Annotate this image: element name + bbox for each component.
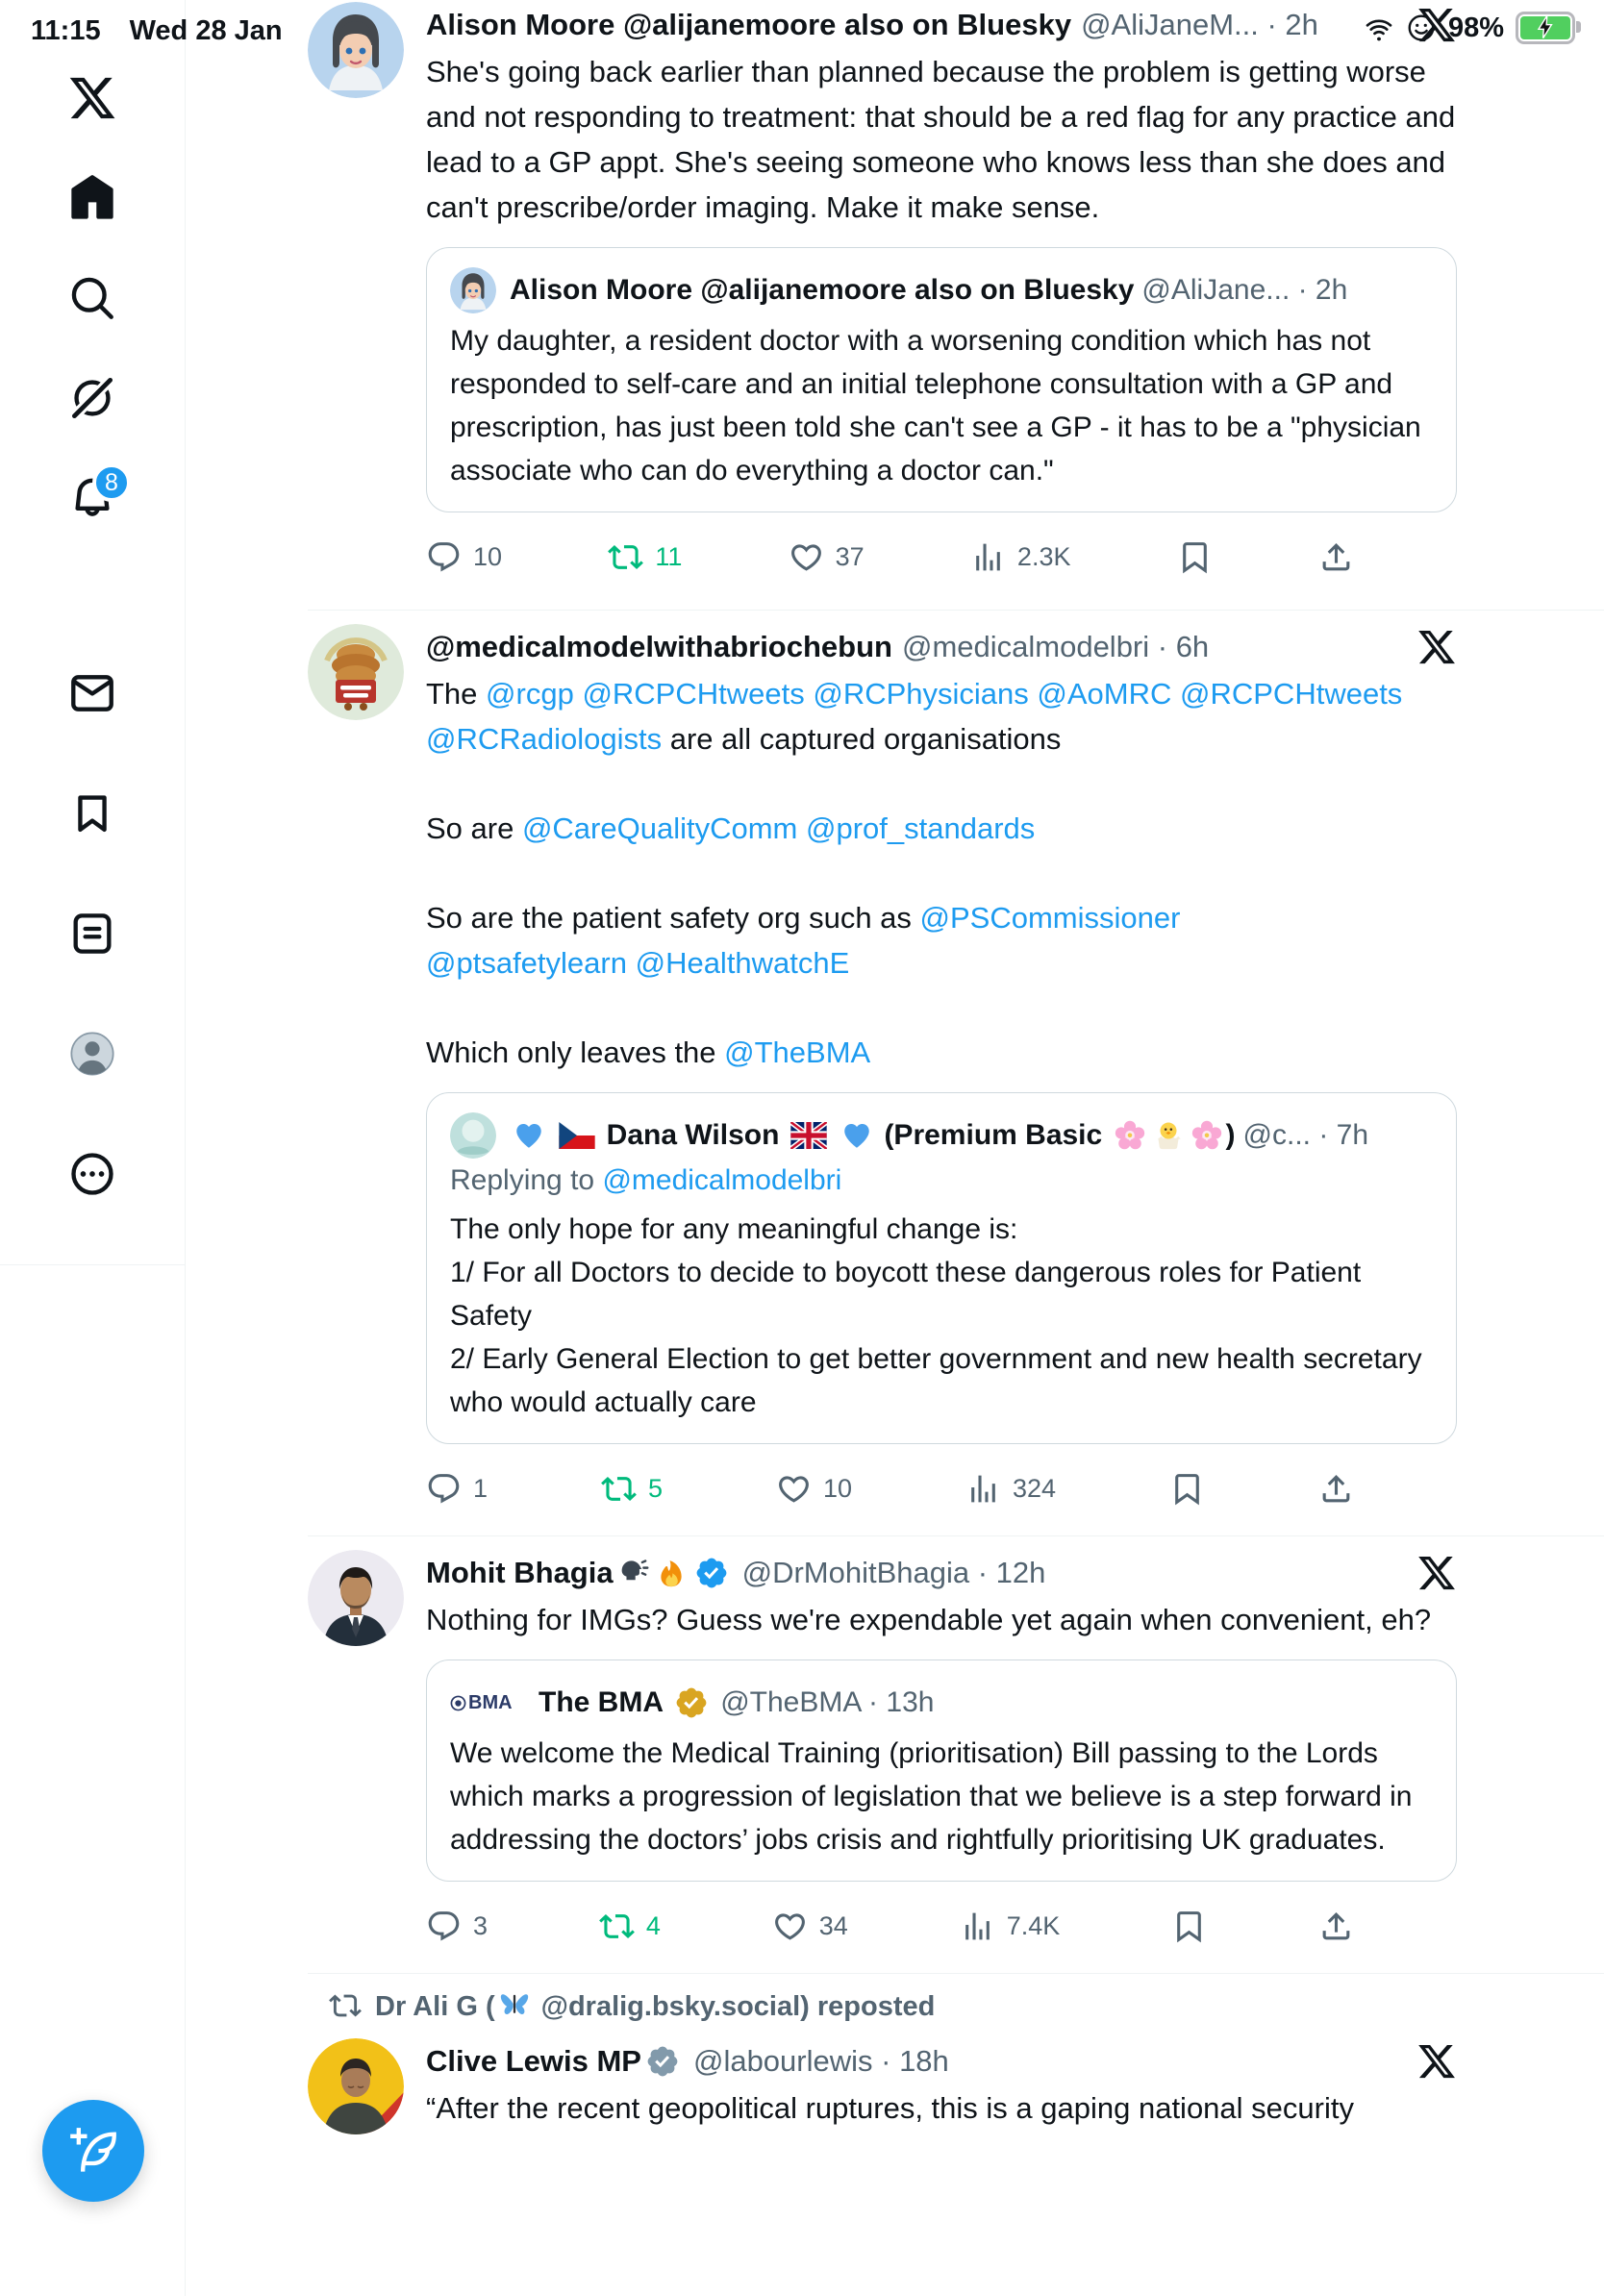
reply-icon xyxy=(426,539,462,575)
bookmark-icon xyxy=(1177,539,1213,575)
home-icon xyxy=(67,173,117,223)
views-icon xyxy=(960,1909,995,1944)
reply-count: 1 xyxy=(473,1474,489,1503)
views-button[interactable] xyxy=(965,1471,1056,1507)
tweet-actions xyxy=(426,1471,1354,1507)
x-logo-icon xyxy=(1416,627,1457,667)
tweet-author-name[interactable]: Clive Lewis MP xyxy=(426,2038,684,2084)
blue-heart-emoji xyxy=(840,1119,873,1152)
like-icon xyxy=(789,539,824,575)
profile-avatar-icon xyxy=(67,1029,117,1079)
tweet-medicalmodel[interactable] xyxy=(308,611,1604,1536)
wifi-icon xyxy=(1364,12,1394,43)
tweet-body: The @rcgp @RCPCHtweets @RCPhysicians @AoMRC @RCPCHtweets @RCRadiologists are all captured organisations So are @CareQualityComm @prof_standards So are the patient safety org such as @PSCommissioner @ptsafetylearn @HealthwatchE Which only leaves the @TheBMA xyxy=(426,677,1403,1069)
avatar[interactable] xyxy=(308,1550,404,1646)
sidebar-divider xyxy=(0,1264,185,1265)
quoted-author-name: Alison Moore @alijanemoore also on Bluesky xyxy=(510,274,1135,306)
tweet-alison-moore[interactable] xyxy=(308,0,1604,611)
repost-count: 5 xyxy=(647,1474,664,1503)
search-icon xyxy=(67,273,117,323)
compose-tweet-button[interactable] xyxy=(42,2100,144,2202)
tweet-author-name[interactable]: @medicalmodelwithabriochebun xyxy=(426,630,892,663)
compose-feather-icon xyxy=(68,2126,118,2176)
sidebar-item-grok[interactable] xyxy=(0,348,185,448)
repost-button[interactable] xyxy=(608,539,682,575)
like-button[interactable] xyxy=(789,539,865,575)
like-count: 37 xyxy=(835,542,865,571)
tweet-actions xyxy=(426,539,1354,575)
quoted-tweet[interactable] xyxy=(426,1092,1457,1444)
status-date: Wed 28 Jan xyxy=(129,15,283,46)
quoted-tweet[interactable] xyxy=(426,1660,1457,1882)
like-button[interactable] xyxy=(772,1909,848,1944)
views-button[interactable] xyxy=(960,1909,1061,1944)
repost-button[interactable] xyxy=(599,1909,661,1944)
avatar[interactable] xyxy=(308,2038,404,2134)
notification-count-badge: 8 xyxy=(92,463,131,502)
views-count: 324 xyxy=(1012,1474,1057,1503)
mail-icon xyxy=(67,668,117,718)
more-icon xyxy=(67,1149,117,1199)
quoted-tweet-body: We welcome the Medical Training (prioritisation) Bill passing to the Lords which marks a progression of legislation that we believe is a step forward in addressing the doctors’ jobs crisis and rightfully prioritising UK graduates. xyxy=(450,1737,1413,1856)
repost-header-text: Dr Ali G ( @dralig.bsky.social) reposted xyxy=(375,1987,935,2023)
status-bar-right xyxy=(1364,12,1575,44)
blue-heart-emoji xyxy=(513,1119,545,1152)
like-icon xyxy=(772,1909,808,1944)
sidebar-item-bookmarks[interactable] xyxy=(0,753,185,873)
bookmark-icon xyxy=(67,788,117,838)
quoted-tweet[interactable] xyxy=(426,247,1457,512)
tweet-handle-time[interactable]: @medicalmodelbri · 6h xyxy=(901,630,1210,663)
tweet-handle-time[interactable]: @DrMohitBhagia · 12h xyxy=(741,1556,1046,1589)
repost-icon xyxy=(608,539,643,575)
cherry-blossom-emoji xyxy=(1114,1119,1146,1152)
battery-percent: 98% xyxy=(1448,12,1505,43)
reply-icon xyxy=(426,1471,462,1507)
replying-to: Replying to @medicalmodelbri xyxy=(450,1164,842,1196)
tweet-body: She's going back earlier than planned because the problem is getting worse and not responding to treatment: that should be a red flag for any practice and lead to a GP appt. She's seeing someone who knows less than she does and can't prescribe/order imaging. Make it make sense. xyxy=(426,55,1456,224)
reply-count: 10 xyxy=(473,542,503,571)
views-count: 2.3K xyxy=(1016,542,1071,571)
quoted-author-name: The BMA xyxy=(539,1682,713,1724)
share-icon xyxy=(1318,1909,1354,1944)
quoted-tweet-body: The only hope for any meaningful change is: 1/ For all Doctors to decide to boycott these dangerous roles for Patient Safety 2/ Early General Election to get better government and new health secretary who would actually care xyxy=(450,1213,1422,1418)
avatar[interactable] xyxy=(308,624,404,720)
bookmark-icon xyxy=(1169,1471,1205,1507)
repost-icon xyxy=(601,1471,637,1507)
reply-button[interactable] xyxy=(426,539,502,575)
like-count: 10 xyxy=(822,1474,853,1503)
sidebar-item-more[interactable] xyxy=(0,1113,185,1234)
verified-badge-gold-icon xyxy=(674,1685,709,1720)
tweet-author-name[interactable]: Alison Moore @alijanemoore also on Bluesky xyxy=(426,8,1072,41)
czech-flag-emoji xyxy=(559,1122,595,1149)
bookmark-icon xyxy=(1171,1909,1207,1944)
avatar xyxy=(450,1112,496,1159)
sidebar-item-x-home-logo[interactable] xyxy=(0,48,185,148)
verified-badge-blue-icon xyxy=(694,1556,729,1590)
fire-emoji xyxy=(655,1557,688,1589)
tweet-author-name[interactable]: Mohit Bhagia xyxy=(426,1550,733,1595)
tweet-handle-time[interactable]: @AliJaneM... · 2h xyxy=(1081,8,1318,41)
tweet-body: “After the recent geopolitical ruptures, this is a gaping national security xyxy=(426,2091,1354,2125)
grok-icon xyxy=(67,373,117,423)
sidebar-item-profile[interactable] xyxy=(0,993,185,1113)
tweet-body: Nothing for IMGs? Guess we're expendable yet again when convenient, eh? xyxy=(426,1603,1432,1636)
repost-header[interactable] xyxy=(329,1987,1604,2023)
like-icon xyxy=(776,1471,812,1507)
tweet-mohit-bhagia[interactable] xyxy=(308,1536,1604,1974)
like-button[interactable] xyxy=(776,1471,852,1507)
like-count: 34 xyxy=(818,1911,848,1940)
repost-count: 11 xyxy=(655,542,683,571)
reply-button[interactable] xyxy=(426,1909,488,1944)
tweet-actions xyxy=(426,1909,1354,1944)
quoted-handle-time: @AliJane... · 2h xyxy=(1141,274,1348,306)
butterfly-emoji xyxy=(498,1987,531,2020)
bookmark-button[interactable] xyxy=(1169,1471,1205,1507)
uk-flag-emoji xyxy=(790,1122,827,1149)
lists-icon xyxy=(67,909,117,959)
share-button[interactable] xyxy=(1318,1471,1354,1507)
repost-count: 4 xyxy=(645,1911,661,1940)
avatar xyxy=(450,267,496,313)
x-logo-icon xyxy=(1416,1553,1457,1593)
views-icon xyxy=(965,1471,1001,1507)
sidebar-item-home[interactable] xyxy=(0,148,185,248)
repost-icon xyxy=(329,1989,362,2022)
status-bar-left xyxy=(31,15,283,47)
tweet-handle-time[interactable]: @labourlewis · 18h xyxy=(692,2044,949,2078)
quoted-author-name: Dana Wilson (Premium Basic ) xyxy=(510,1114,1236,1157)
reply-count: 3 xyxy=(473,1911,489,1940)
x-logo-icon xyxy=(1416,2041,1457,2082)
speaking-head-emoji xyxy=(616,1557,649,1589)
battery-charging-icon xyxy=(1516,12,1575,44)
smiley-status-icon xyxy=(1406,12,1437,43)
sidebar-item-search[interactable] xyxy=(0,248,185,348)
timeline xyxy=(186,0,1604,2296)
views-button[interactable] xyxy=(970,539,1071,575)
quoted-tweet-body: My daughter, a resident doctor with a worsening condition which has not responded to self-care and an initial telephone consultation with a GP and prescription, has just been told she can't see a GP - it has to be a "physician associate who can do everything a doctor can." xyxy=(450,325,1421,487)
reply-icon xyxy=(426,1909,462,1944)
reply-button[interactable] xyxy=(426,1471,488,1507)
share-icon xyxy=(1318,1471,1354,1507)
bookmark-button[interactable] xyxy=(1177,539,1213,575)
cherry-blossom-emoji xyxy=(1190,1119,1223,1152)
tweet-clive-lewis[interactable] xyxy=(308,1974,1604,2134)
verified-badge-gray-icon xyxy=(645,2044,680,2079)
sidebar-item-lists[interactable] xyxy=(0,873,185,993)
sidebar xyxy=(0,0,186,2296)
quoted-handle-time: @TheBMA · 13h xyxy=(720,1686,935,1718)
share-button[interactable] xyxy=(1318,1909,1354,1944)
views-icon xyxy=(970,539,1006,575)
share-icon xyxy=(1318,539,1354,575)
bma-logo-text: BMA xyxy=(468,1692,513,1713)
share-button[interactable] xyxy=(1318,539,1354,575)
sidebar-item-messages[interactable] xyxy=(0,633,185,753)
repost-icon xyxy=(599,1909,635,1944)
sidebar-item-notifications[interactable] xyxy=(0,448,185,548)
status-time: 11:15 xyxy=(31,15,101,46)
x-logo-icon xyxy=(67,73,117,123)
views-count: 7.4K xyxy=(1006,1911,1061,1940)
bookmark-button[interactable] xyxy=(1171,1909,1207,1944)
repost-button[interactable] xyxy=(601,1471,663,1507)
bma-logo-avatar xyxy=(450,1680,533,1726)
hatching-chick-emoji xyxy=(1152,1119,1185,1152)
quoted-handle-time: @c... · 7h xyxy=(1242,1119,1369,1151)
avatar[interactable] xyxy=(308,2,404,98)
